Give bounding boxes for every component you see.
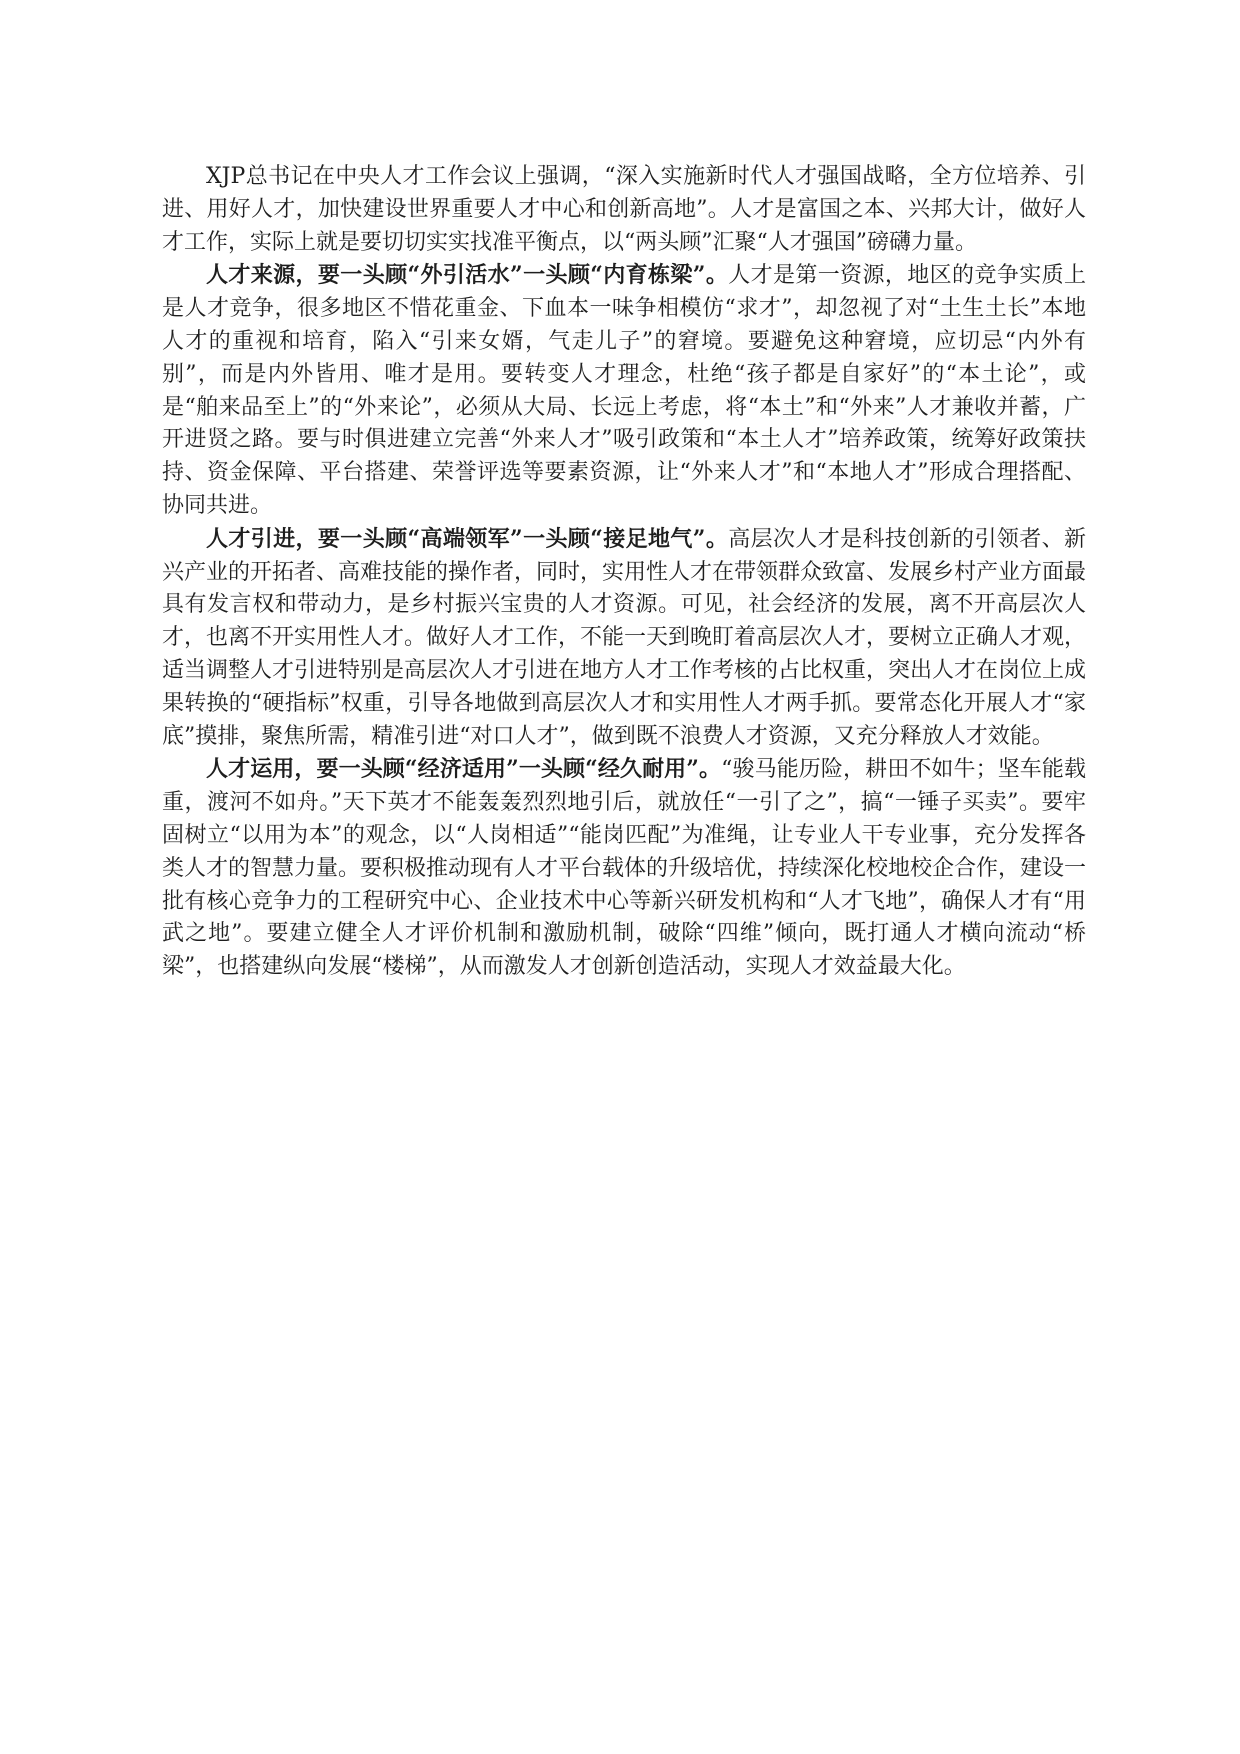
paragraph-text: 人才是第一资源，地区的竞争实质上是人才竞争，很多地区不惜花重金、下血本一味争相模仿“求才”，却忽视了对“土生土长”本地人才的重视和培育，陷入“引来女婿，气走儿子”的窘境。要避免这种窘境，应切忌“内外有别”，而是内外皆用、唯才是用。要转变人才理念，杜绝“孩子都是自家好”的“本土论”，或是“舶来品至上”的“外来论”，必须从大局、长远上考虑，将“本土”和“外来”人才兼收并蓄，广开进贤之路。要与时俱进建立完善“外来人才”吸引政策和“本土人才”培养政策，统筹好政策扶持、资金保障、平台搭建、荣誉评选等要素资源，让“外来人才”和“本地人才”形成合理搭配、协同共进。 <box>162 263 1086 518</box>
paragraph-intro <box>162 160 1086 259</box>
paragraph-lead: 人才运用，要一头顾“经济适用”一头顾“经久耐用”。 <box>206 756 722 783</box>
paragraph-lead: 人才来源，要一头顾“外引活水”一头顾“内育栋梁”。 <box>206 262 729 289</box>
paragraph-talent-use <box>162 753 1086 984</box>
paragraph-talent-source <box>162 259 1086 522</box>
paragraph-talent-introduction <box>162 523 1086 754</box>
paragraph-text: “骏马能历险，耕田不如牛；坚车能载重，渡河不如舟。”天下英才不能轰轰烈烈地引后，就放任“一引了之”，搞“一锤子买卖”。要牢固树立“以用为本”的观念，以“人岗相适”“能岗匹配”为准绳，让专业人干专业事，充分发挥各类人才的智慧力量。要积极推动现有人才平台载体的升级培优，持续深化校地校企合作，建设一批有核心竞争力的工程研究中心、企业技术中心等新兴研发机构和“人才飞地”，确保人才有“用武之地”。要建立健全人才评价机制和激励机制，破除“四维”倾向，既打通人才横向流动“桥梁”，也搭建纵向发展“楼梯”，从而激发人才创新创造活动，实现人才效益最大化。 <box>162 757 1087 980</box>
paragraph-text: 高层次人才是科技创新的引领者、新兴产业的开拓者、高难技能的操作者，同时，实用性人才在带领群众致富、发展乡村产业方面最具有发言权和带动力，是乡村振兴宝贵的人才资源。可见，社会经济的发展，离不开高层次人才，也离不开实用性人才。做好人才工作，不能一天到晚盯着高层次人才，要树立正确人才观，适当调整人才引进特别是高层次人才引进在地方人才工作考核的占比权重，突出人才在岗位上成果转换的“硬指标”权重，引导各地做到高层次人才和实用性人才两手抓。要常态化开展人才“家底”摸排，聚焦所需，精准引进“对口人才”，做到既不浪费人才资源，又充分释放人才效能。 <box>162 526 1087 749</box>
paragraph-lead: 人才引进，要一头顾“高端领军”一头顾“接足地气”。 <box>206 525 729 552</box>
article-body <box>162 160 1086 984</box>
paragraph-text: XJP总书记在中央人才工作会议上强调，“深入实施新时代人才强国战略，全方位培养、引进、用好人才，加快建设世界重要人才中心和创新高地”。人才是富国之本、兴邦大计，做好人才工作，实际上就是要切切实实找准平衡点，以“两头顾”汇聚“人才强国”磅礴力量。 <box>162 164 1086 255</box>
